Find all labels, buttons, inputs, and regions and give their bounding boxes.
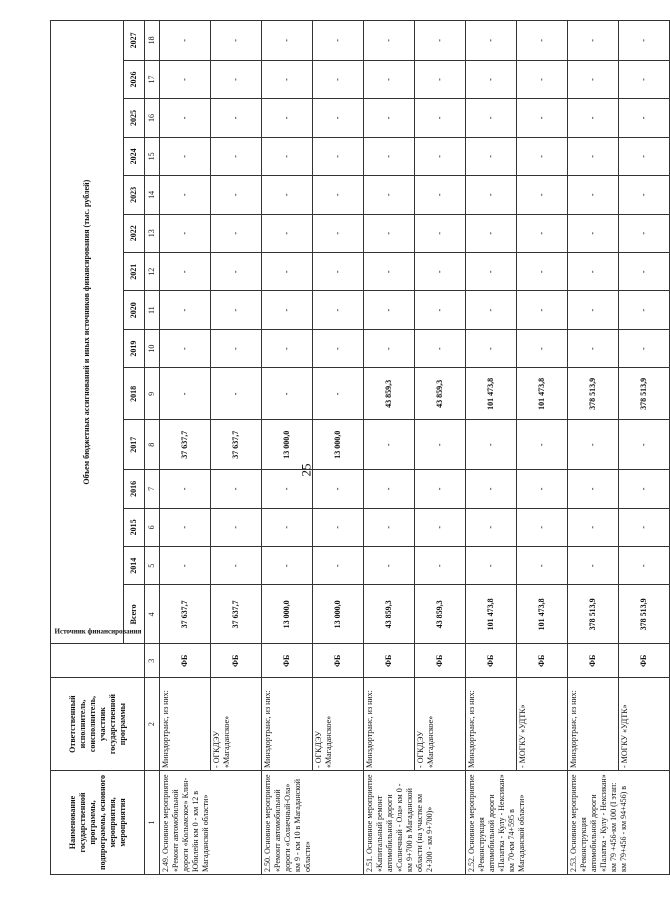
value-cell: - — [619, 470, 670, 508]
value-cell: - — [313, 329, 364, 367]
value-cell: 101 473,8 — [466, 368, 517, 420]
column-number: 18 — [145, 21, 160, 61]
value-cell: - — [466, 214, 517, 252]
value-cell: - — [262, 60, 313, 98]
responsible-cell: - МОГКУ «УДТК» — [619, 678, 670, 771]
value-cell: - — [160, 99, 211, 137]
column-number: 5 — [145, 547, 160, 585]
value-cell: - — [466, 253, 517, 291]
value-cell: - — [211, 21, 262, 61]
value-cell: - — [415, 137, 466, 175]
value-cell: - — [160, 21, 211, 61]
value-cell: 43 859,3 — [364, 585, 415, 644]
value-cell: - — [160, 176, 211, 214]
value-cell: - — [313, 470, 364, 508]
value-cell: - — [262, 368, 313, 420]
column-number: 4 — [145, 585, 160, 644]
value-cell: - — [619, 420, 670, 470]
year-cell: 2015 — [124, 508, 145, 546]
value-cell: - — [517, 470, 568, 508]
table-row — [517, 21, 568, 875]
year-cell: 2027 — [124, 21, 145, 61]
value-cell: - — [262, 21, 313, 61]
value-cell: 101 473,8 — [517, 368, 568, 420]
value-cell: - — [619, 508, 670, 546]
value-cell: - — [517, 21, 568, 61]
value-cell: - — [211, 547, 262, 585]
value-cell: - — [568, 99, 619, 137]
value-cell: - — [415, 329, 466, 367]
responsible-cell: Минздортранс, из них: — [466, 678, 517, 771]
value-cell: - — [466, 329, 517, 367]
value-cell: - — [568, 253, 619, 291]
year-cell: 2018 — [124, 368, 145, 420]
value-cell: - — [466, 470, 517, 508]
value-cell: - — [415, 253, 466, 291]
value-cell: - — [160, 470, 211, 508]
value-cell: - — [364, 291, 415, 329]
column-number: 9 — [145, 368, 160, 420]
value-cell: - — [211, 137, 262, 175]
program-name-cell: 2.49. Основное мероприятие «Ремонт автомобильной дороги «Колымское» Клин-Юбилейн км 0 - км 12 в Магаданской области» — [160, 770, 262, 874]
value-cell: - — [313, 291, 364, 329]
responsible-cell: Минздортранс, из них: — [364, 678, 415, 771]
value-cell: - — [313, 60, 364, 98]
value-cell: - — [517, 291, 568, 329]
value-cell: - — [262, 137, 313, 175]
value-cell: - — [211, 291, 262, 329]
source-cell: ФБ — [262, 644, 313, 678]
value-cell: - — [313, 99, 364, 137]
value-cell: - — [160, 291, 211, 329]
table-row — [262, 21, 313, 875]
source-cell: ФБ — [619, 644, 670, 678]
column-number: 2 — [145, 678, 160, 771]
value-cell: - — [619, 214, 670, 252]
page-number: 25 — [298, 463, 314, 477]
value-cell: - — [619, 60, 670, 98]
value-cell: 13 000,0 — [262, 420, 313, 470]
column-number: 14 — [145, 176, 160, 214]
source-cell: ФБ — [415, 644, 466, 678]
value-cell: - — [160, 508, 211, 546]
value-cell: - — [466, 21, 517, 61]
value-cell: 378 513,9 — [619, 368, 670, 420]
value-cell: - — [364, 508, 415, 546]
year-cell: Всего — [124, 585, 145, 644]
value-cell: - — [211, 99, 262, 137]
table-row — [466, 21, 517, 875]
year-cell: 2022 — [124, 214, 145, 252]
value-cell: - — [262, 329, 313, 367]
program-name-cell: 2.51. Основное мероприятие «Капитальный ремонт автомобильной дороги «Солнечный - Ола» км 0 - км 9+700 в Магаданской области (на участке км 2+300 - км 9+700)» — [364, 770, 466, 874]
responsible-cell: Минздортранс, из них: — [262, 678, 313, 771]
value-cell: - — [568, 214, 619, 252]
value-cell: - — [364, 420, 415, 470]
value-cell: - — [568, 21, 619, 61]
year-cell: 2021 — [124, 253, 145, 291]
value-cell: - — [466, 60, 517, 98]
value-cell: - — [262, 291, 313, 329]
year-cell: 2025 — [124, 99, 145, 137]
year-cell: 2019 — [124, 329, 145, 367]
value-cell: - — [568, 470, 619, 508]
value-cell: - — [211, 60, 262, 98]
column-number-row — [145, 21, 160, 875]
value-cell: - — [364, 470, 415, 508]
column-number: 10 — [145, 329, 160, 367]
value-cell: - — [364, 137, 415, 175]
responsible-cell: - ОГКДЭУ «Магаданское» — [313, 678, 364, 771]
value-cell: - — [415, 176, 466, 214]
value-cell: - — [619, 253, 670, 291]
table-row — [160, 21, 211, 875]
value-cell: - — [364, 21, 415, 61]
header-funding-group: Объем бюджетных ассигнований и иных источников финансирования (тыс. рублей) — [51, 21, 124, 644]
table-body — [160, 21, 670, 875]
table-row — [415, 21, 466, 875]
value-cell: - — [466, 420, 517, 470]
year-cell: 2023 — [124, 176, 145, 214]
value-cell: - — [517, 214, 568, 252]
value-cell: 101 473,8 — [517, 585, 568, 644]
responsible-cell: - ОГКДЭУ «Магаданское» — [415, 678, 466, 771]
value-cell: - — [262, 508, 313, 546]
value-cell: - — [466, 547, 517, 585]
value-cell: - — [160, 253, 211, 291]
program-name-cell: 2.50. Основное мероприятие «Ремонт автомобильной дороги «Солнечный-Ола» км 9 - км 10 в Магаданской области» — [262, 770, 364, 874]
funding-table — [50, 20, 670, 875]
table-row — [364, 21, 415, 875]
value-cell: - — [211, 176, 262, 214]
year-cell: 2016 — [124, 470, 145, 508]
table-row — [568, 21, 619, 875]
value-cell: - — [619, 21, 670, 61]
value-cell: - — [619, 291, 670, 329]
value-cell: - — [619, 176, 670, 214]
value-cell: - — [568, 329, 619, 367]
source-cell: ФБ — [466, 644, 517, 678]
column-number: 15 — [145, 137, 160, 175]
value-cell: - — [313, 508, 364, 546]
value-cell: - — [313, 547, 364, 585]
value-cell: - — [517, 508, 568, 546]
value-cell: - — [160, 547, 211, 585]
responsible-cell: - МОГКУ «УДТК» — [517, 678, 568, 771]
program-name-cell: 2.53. Основное мероприятие «Реконструкция автомобильной дороги «Палатка - Кулу - Нексикан» км 79 +456-км 100 (I этап: км 79+456 - км 94+456) в — [568, 770, 670, 874]
value-cell: - — [466, 176, 517, 214]
value-cell: - — [211, 508, 262, 546]
value-cell: 37 637,7 — [211, 585, 262, 644]
value-cell: - — [466, 508, 517, 546]
year-cell: 2026 — [124, 60, 145, 98]
source-cell: ФБ — [160, 644, 211, 678]
value-cell: - — [262, 547, 313, 585]
value-cell: 378 513,9 — [568, 368, 619, 420]
value-cell: - — [415, 420, 466, 470]
value-cell: 37 637,7 — [160, 420, 211, 470]
value-cell: - — [364, 176, 415, 214]
value-cell: - — [160, 137, 211, 175]
value-cell: 43 859,3 — [415, 585, 466, 644]
year-cell: 2017 — [124, 420, 145, 470]
column-number: 16 — [145, 99, 160, 137]
value-cell: - — [517, 329, 568, 367]
value-cell: - — [262, 176, 313, 214]
value-cell: - — [415, 547, 466, 585]
value-cell: - — [517, 137, 568, 175]
column-number: 17 — [145, 60, 160, 98]
value-cell: - — [160, 60, 211, 98]
table-row — [211, 21, 262, 875]
value-cell: - — [313, 253, 364, 291]
value-cell: - — [364, 99, 415, 137]
value-cell: - — [517, 253, 568, 291]
value-cell: - — [415, 291, 466, 329]
program-name-cell: 2.52. Основное мероприятие «Реконструкция автомобильной дороги «Палатка - Кулу - Нексикан» км 70-км 74+595 в Магаданской области» — [466, 770, 568, 874]
value-cell: - — [364, 547, 415, 585]
value-cell: - — [568, 291, 619, 329]
value-cell: - — [517, 99, 568, 137]
value-cell: - — [619, 137, 670, 175]
value-cell: - — [313, 214, 364, 252]
value-cell: 13 000,0 — [262, 585, 313, 644]
column-number: 7 — [145, 470, 160, 508]
value-cell: - — [466, 99, 517, 137]
value-cell: - — [262, 214, 313, 252]
value-cell: - — [160, 214, 211, 252]
source-cell: ФБ — [313, 644, 364, 678]
source-cell: ФБ — [364, 644, 415, 678]
column-number: 3 — [145, 644, 160, 678]
source-cell: ФБ — [517, 644, 568, 678]
year-cell: 2024 — [124, 137, 145, 175]
table-row — [619, 21, 670, 875]
value-cell: - — [619, 99, 670, 137]
value-cell: - — [619, 329, 670, 367]
value-cell: 101 473,8 — [466, 585, 517, 644]
value-cell: - — [517, 547, 568, 585]
value-cell: - — [517, 176, 568, 214]
value-cell: - — [568, 176, 619, 214]
value-cell: - — [211, 253, 262, 291]
column-number: 1 — [145, 770, 160, 874]
value-cell: 13 000,0 — [313, 420, 364, 470]
value-cell: 13 000,0 — [313, 585, 364, 644]
value-cell: - — [262, 470, 313, 508]
responsible-cell: Минздортранс, из них: — [568, 678, 619, 771]
value-cell: - — [568, 137, 619, 175]
value-cell: - — [211, 470, 262, 508]
value-cell: - — [313, 368, 364, 420]
value-cell: - — [568, 547, 619, 585]
value-cell: - — [364, 329, 415, 367]
value-cell: - — [364, 253, 415, 291]
value-cell: - — [415, 214, 466, 252]
value-cell: - — [415, 508, 466, 546]
value-cell: - — [262, 253, 313, 291]
value-cell: - — [415, 21, 466, 61]
value-cell: - — [619, 547, 670, 585]
value-cell: 378 513,9 — [568, 585, 619, 644]
year-cell: 2020 — [124, 291, 145, 329]
value-cell: - — [517, 60, 568, 98]
value-cell: - — [160, 368, 211, 420]
value-cell: - — [466, 291, 517, 329]
value-cell: - — [262, 99, 313, 137]
source-cell: ФБ — [211, 644, 262, 678]
value-cell: - — [568, 420, 619, 470]
column-number: 12 — [145, 253, 160, 291]
value-cell: - — [568, 60, 619, 98]
value-cell: - — [415, 99, 466, 137]
value-cell: 43 859,3 — [364, 368, 415, 420]
year-cell: 2014 — [124, 547, 145, 585]
value-cell: 43 859,3 — [415, 368, 466, 420]
column-number: 11 — [145, 291, 160, 329]
value-cell: 37 637,7 — [160, 585, 211, 644]
responsible-cell: Минздортранс, из них: — [160, 678, 211, 771]
value-cell: - — [211, 368, 262, 420]
value-cell: - — [517, 420, 568, 470]
value-cell: - — [466, 137, 517, 175]
responsible-cell: - ОГКДЭУ «Магаданское» — [211, 678, 262, 771]
value-cell: - — [313, 137, 364, 175]
value-cell: - — [415, 60, 466, 98]
value-cell: - — [568, 508, 619, 546]
value-cell: - — [313, 176, 364, 214]
column-number: 8 — [145, 420, 160, 470]
value-cell: - — [364, 60, 415, 98]
value-cell: - — [160, 329, 211, 367]
column-number: 13 — [145, 214, 160, 252]
column-number: 6 — [145, 508, 160, 546]
value-cell: - — [211, 214, 262, 252]
value-cell: 37 637,7 — [211, 420, 262, 470]
table-row — [313, 21, 364, 875]
header-source-text: Источник финансирования — [54, 627, 141, 636]
header-source — [51, 627, 145, 678]
value-cell: - — [313, 21, 364, 61]
value-cell: 378 513,9 — [619, 585, 670, 644]
source-cell: ФБ — [568, 644, 619, 678]
value-cell: - — [415, 470, 466, 508]
header-responsible: Ответственный исполнитель, соисполнитель, участник государственной программы — [51, 678, 145, 771]
rotated-table-wrapper — [50, 20, 648, 875]
value-cell: - — [364, 214, 415, 252]
header-name: Наименование государственной программы, подпрограммы, основного мероприятия, мероприятия — [51, 770, 145, 874]
value-cell: - — [211, 329, 262, 367]
